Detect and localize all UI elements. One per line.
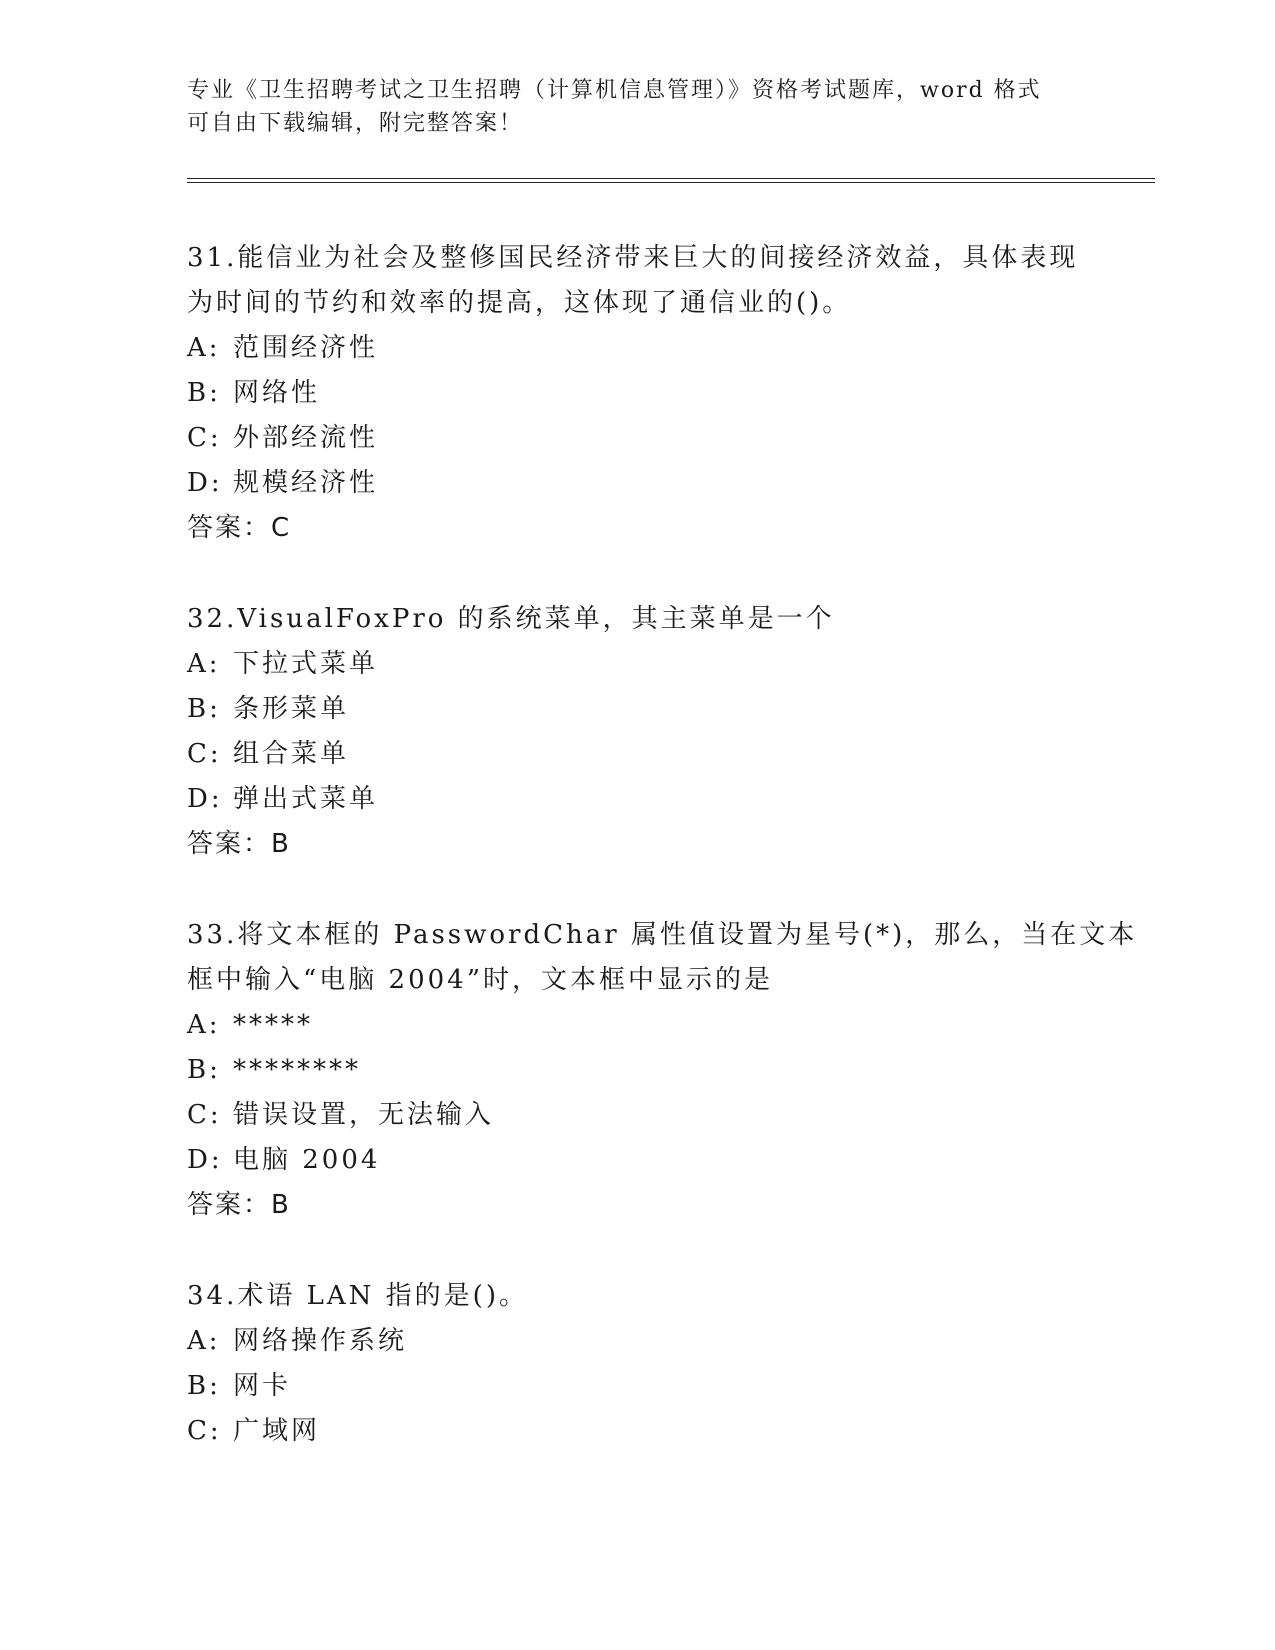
answer-option [187,732,1087,777]
question-text [187,1274,1087,1319]
answer-option [187,777,1087,822]
answer-option [187,326,1087,371]
question-number: 33. [187,920,238,950]
question-text-segment: 将文本框的 PasswordChar 属性值设置为星号(*)，那么，当在文本 [237,920,1138,950]
question-block [187,597,1087,867]
answer-option [187,1048,1087,1093]
answer-option [187,1409,1087,1454]
option-text: 下拉式菜单 [233,649,379,679]
question-text-segment: VisualFoxPro 的系统菜单，其主菜单是一个 [237,604,835,634]
option-key: B: [187,1055,221,1085]
question-text [187,913,1138,1003]
option-key: C: [187,739,222,769]
option-text: 条形菜单 [233,694,350,724]
answer-option [187,1364,1087,1409]
answer-line: 答案：C [187,513,292,543]
answer-option [187,642,1087,687]
question-text-segment: 术语 LAN 指的是()。 [237,1281,528,1311]
option-text: 外部经流性 [233,423,379,453]
question-number: 32. [187,604,238,634]
answer-option [187,1003,1087,1048]
answer-option [187,461,1087,506]
answer-option [187,1138,1087,1183]
option-key: C: [187,1416,222,1446]
option-text: 网络性 [233,378,321,408]
option-text: ***** [233,1010,313,1040]
answer-option [187,687,1087,732]
option-text: 广域网 [233,1416,321,1446]
question-text-segment: 为时间的节约和效率的提高，这体现了通信业的()。 [187,288,852,318]
question-text-segment: 框中输入“电脑 2004”时，文本框中显示的是 [187,965,774,995]
question-text-line [187,597,1087,642]
option-text: 错误设置，无法输入 [233,1100,495,1130]
document-header [187,74,1067,140]
question-block [187,236,1087,551]
option-key: D: [187,1145,223,1175]
option-key: B: [187,694,221,724]
question-block [187,913,1138,1228]
question-text-line [187,281,1087,326]
option-text: 范围经济性 [233,333,379,363]
question-number: 34. [187,1281,238,1311]
header-line-1: 专业《卫生招聘考试之卫生招聘（计算机信息管理）》资格考试题库，word 格式 [187,78,1042,103]
option-key: A: [187,1010,221,1040]
option-key: B: [187,378,221,408]
question-block [187,1274,1087,1454]
option-key: C: [187,423,222,453]
option-text: 规模经济性 [233,468,379,498]
answer-option [187,416,1087,461]
question-text [187,236,1087,326]
option-key: C: [187,1100,222,1130]
answer-line: 答案：B [187,829,291,859]
option-key: D: [187,468,223,498]
question-text-segment: 能信业为社会及整修国民经济带来巨大的间接经济效益，具体表现 [237,243,1079,273]
header-line-2: 可自由下载编辑，附完整答案！ [187,111,524,136]
answer-option [187,371,1087,416]
option-text: ******** [233,1055,361,1085]
question-list [187,236,1138,1500]
option-text: 组合菜单 [233,739,350,769]
option-text: 网络操作系统 [233,1326,408,1356]
question-text-line [187,913,1138,958]
question-text-line [187,236,1087,281]
option-key: A: [187,333,221,363]
answer-option [187,1093,1087,1138]
option-text: 电脑 2004 [233,1145,381,1175]
answer-line: 答案：B [187,1190,291,1220]
question-number: 31. [187,243,238,273]
option-key: D: [187,784,223,814]
answer-option [187,1319,1087,1364]
question-text [187,597,1087,642]
option-text: 网卡 [233,1371,292,1401]
question-text-line [187,958,1087,1003]
option-key: A: [187,649,221,679]
question-text-line [187,1274,1087,1319]
header-divider [187,178,1155,183]
option-key: B: [187,1371,221,1401]
option-text: 弹出式菜单 [233,784,379,814]
option-key: A: [187,1326,221,1356]
